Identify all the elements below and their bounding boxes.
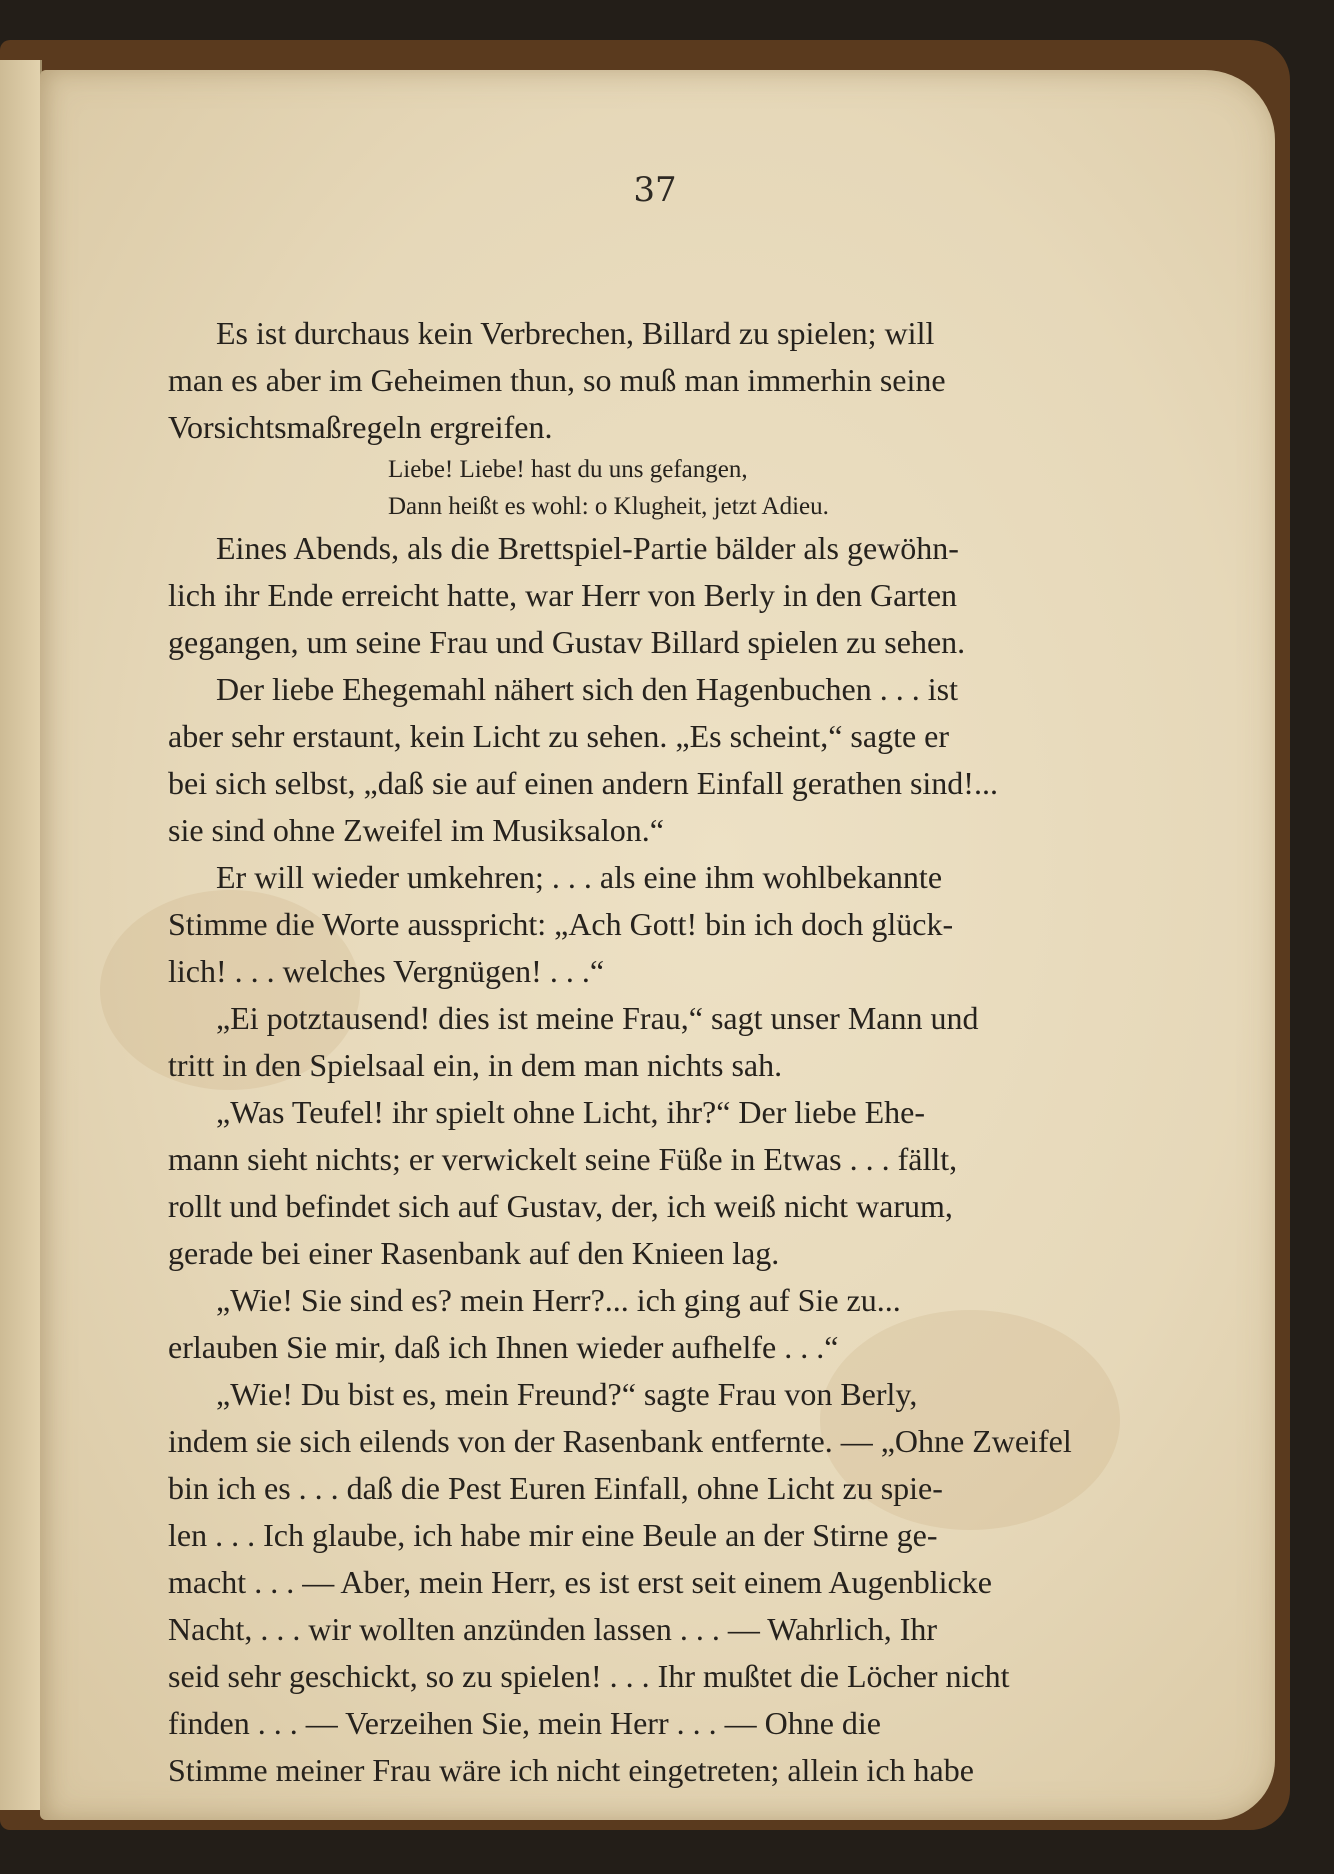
text-line: Stimme meiner Frau wäre ich nicht eingetreten; allein ich habe bbox=[168, 1752, 974, 1788]
text-line: „Was Teufel! ihr spielt ohne Licht, ihr?“ Der liebe Ehe- bbox=[216, 1094, 925, 1130]
text-line: „Ei potztausend! dies ist meine Frau,“ sagt unser Mann und bbox=[216, 1000, 979, 1036]
page-number: 37 bbox=[633, 170, 677, 210]
text-line: mann sieht nichts; er verwickelt seine Füße in Etwas . . . fällt, bbox=[168, 1141, 958, 1177]
text-line: tritt in den Spielsaal ein, in dem man nichts sah. bbox=[168, 1047, 783, 1083]
text-line: Er will wieder umkehren; . . . als eine ihm wohlbekannte bbox=[216, 859, 943, 895]
text-line: indem sie sich eilends von der Rasenbank entfernte. — „Ohne Zweifel bbox=[168, 1423, 1072, 1459]
text-line: finden . . . — Verzeihen Sie, mein Herr . . . — Ohne die bbox=[168, 1705, 881, 1741]
verse-line: Dann heißt es wohl: o Klugheit, jetzt Adieu. bbox=[388, 493, 829, 520]
text-line: rollt und befindet sich auf Gustav, der, ich weiß nicht warum, bbox=[168, 1188, 953, 1224]
text-line: lich ihr Ende erreicht hatte, war Herr von Berly in den Garten bbox=[168, 577, 958, 613]
text-line: Vorsichtsmaßregeln ergreifen. bbox=[168, 409, 553, 445]
text-line: Eines Abends, als die Brettspiel-Partie bälder als gewöhn- bbox=[216, 530, 959, 566]
text-line: Der liebe Ehegemahl nähert sich den Hagenbuchen . . . ist bbox=[216, 671, 958, 707]
text-line: len . . . Ich glaube, ich habe mir eine Beule an der Stirne ge- bbox=[168, 1517, 938, 1553]
text-line: macht . . . — Aber, mein Herr, es ist erst seit einem Augenblicke bbox=[168, 1564, 992, 1600]
text-line: bin ich es . . . daß die Pest Euren Einfall, ohne Licht zu spie- bbox=[168, 1470, 943, 1506]
text-line: „Wie! Du bist es, mein Freund?“ sagte Frau von Berly, bbox=[216, 1376, 918, 1412]
text-line: bei sich selbst, „daß sie auf einen andern Einfall gerathen sind!... bbox=[168, 765, 998, 801]
text-line: „Wie! Sie sind es? mein Herr?... ich ging auf Sie zu... bbox=[216, 1282, 901, 1318]
text-line: erlauben Sie mir, daß ich Ihnen wieder aufhelfe . . .“ bbox=[168, 1329, 839, 1365]
text-line: lich! . . . welches Vergnügen! . . .“ bbox=[168, 953, 605, 989]
text-line: gerade bei einer Rasenbank auf den Knieen lag. bbox=[168, 1235, 780, 1271]
page-text bbox=[168, 310, 1123, 1788]
book-page bbox=[40, 70, 1275, 1820]
text-line: Es ist durchaus kein Verbrechen, Billard zu spielen; will bbox=[216, 315, 935, 351]
text-line: aber sehr erstaunt, kein Licht zu sehen. „Es scheint,“ sagte er bbox=[168, 718, 950, 754]
left-page-edge bbox=[0, 60, 42, 1810]
text-line: Stimme die Worte ausspricht: „Ach Gott! bin ich doch glück- bbox=[168, 906, 954, 942]
verse-line: Liebe! Liebe! hast du uns gefangen, bbox=[388, 456, 748, 483]
text-line: gegangen, um seine Frau und Gustav Billard spielen zu sehen. bbox=[168, 624, 966, 660]
text-line: man es aber im Geheimen thun, so muß man immerhin seine bbox=[168, 362, 946, 398]
text-line: Nacht, . . . wir wollten anzünden lassen . . . — Wahrlich, Ihr bbox=[168, 1611, 938, 1647]
text-line: seid sehr geschickt, so zu spielen! . . . Ihr mußtet die Löcher nicht bbox=[168, 1658, 1010, 1694]
text-line: sie sind ohne Zweifel im Musiksalon.“ bbox=[168, 812, 664, 848]
